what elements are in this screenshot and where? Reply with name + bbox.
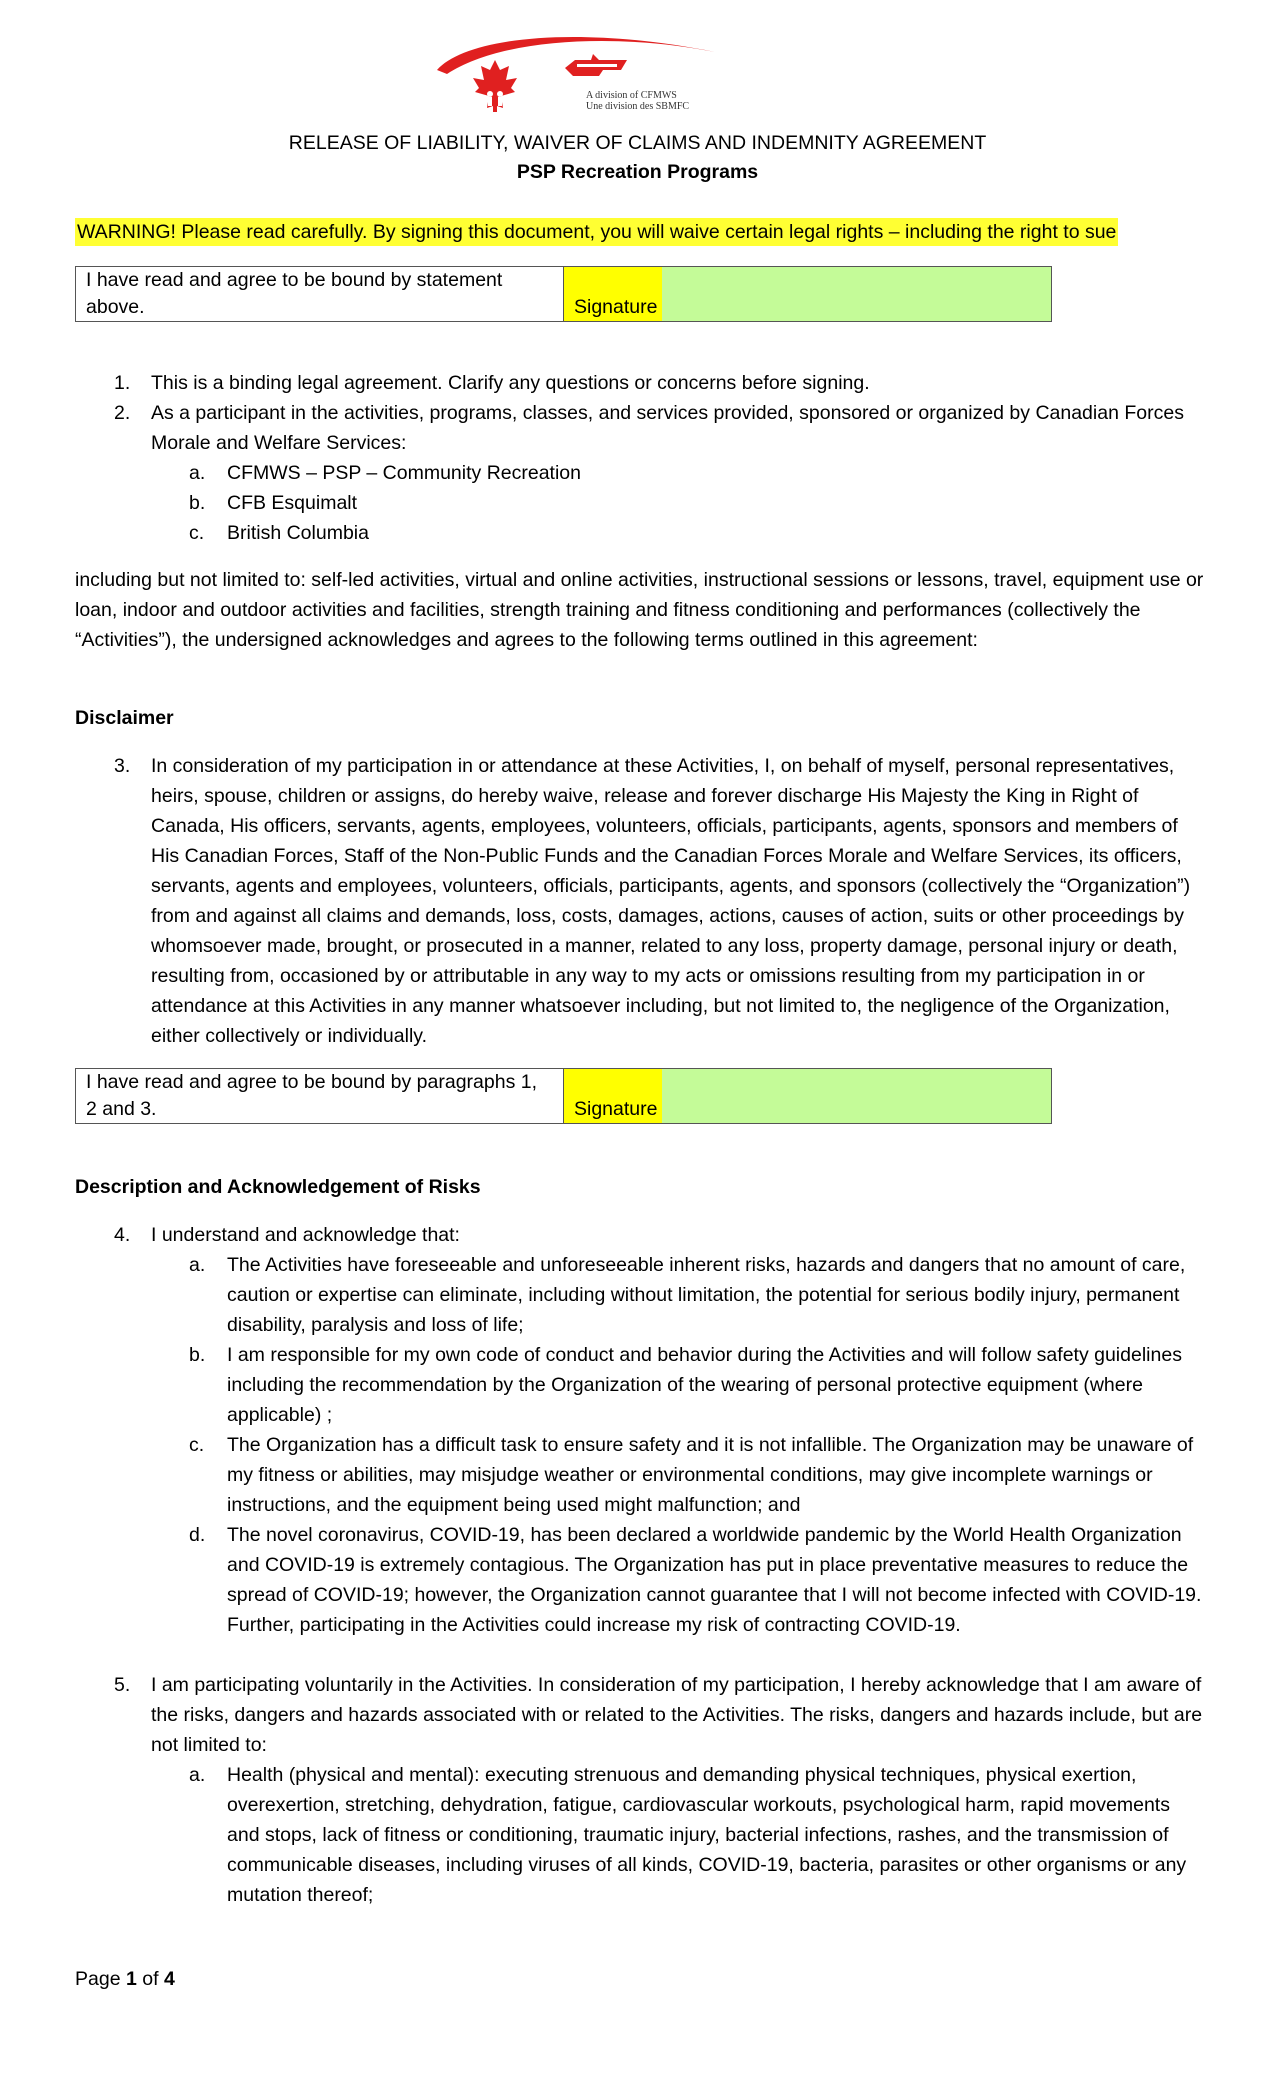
document-subtitle: PSP Recreation Programs [516,161,759,183]
current-page: 1 [125,1968,137,1990]
intro-list [75,368,1205,548]
logo-caption-en: A division of CFMWS [586,90,677,101]
item-text: I am responsible for my own code of conduct and behavior during the Activities and will follow safety guidelines including the recommendation by the Organization of the wearing of personal protective equipment (where applicable) ; [227,1344,1182,1426]
list-item [75,398,1205,458]
sub-list-item [75,1250,1205,1340]
item-letter: a. [189,462,206,484]
list-item [75,1220,1205,1250]
item-text: I am participating voluntarily in the Activities. In consideration of my participation, I hereby acknowledge that I am aware of the risks, dangers and hazards associated with or related to the Activities. The risks, dangers and hazards include, but are not limited to: [151,1674,1203,1756]
disclaimer-clause [75,751,1205,1051]
list-item [75,1670,1205,1760]
disclaimer-heading: Disclaimer [75,707,174,729]
sub-list-item [75,1340,1205,1430]
list-item [75,751,1205,1051]
sub-list-item [75,518,1205,548]
risks-heading: Description and Acknowledgement of Risks [75,1176,481,1198]
item-letter: a. [189,1254,206,1276]
item-text: As a participant in the activities, programs, classes, and services provided, sponsored or organized by Canadian Forces Morale and Welfare Services: [151,402,1184,454]
item-text: The novel coronavirus, COVID-19, has been declared a worldwide pandemic by the World Health Organization and COVID-19 is extremely contagious. The Organization has put in place preventative measures to reduce the spread of COVID-19; however, the Organization cannot guarantee that I will not become infected with COVID-19. Further, participating in the Activities could increase my risk of contracting COVID-19. [227,1524,1202,1636]
psp-emblem-icon [565,54,627,76]
page-number [75,1968,175,1991]
item-number: 3. [114,755,131,777]
item-letter: d. [189,1524,206,1546]
item-number: 5. [114,1674,131,1696]
sub-list-item [75,1430,1205,1520]
item-letter: b. [189,492,206,514]
signature-label [564,1069,662,1123]
warning-banner: WARNING! Please read carefully. By signing this document, you will waive certain legal rights – including the right to sue [75,218,1118,246]
signature-label [564,267,662,321]
item-letter: c. [189,522,205,544]
item-text: British Columbia [227,522,369,544]
sub-list-item [75,488,1205,518]
document-title: RELEASE OF LIABILITY, WAIVER OF CLAIMS AND INDEMNITY AGREEMENT [288,132,987,154]
item-number: 2. [114,402,131,424]
item-number: 4. [114,1224,131,1246]
signature-box-statement [75,266,1052,322]
page-of: of [136,1968,164,1990]
signature-statement: I have read and agree to be bound by paragraphs 1, 2 and 3. [76,1069,564,1123]
list-item [75,368,1205,398]
item-text: Health (physical and mental): executing strenuous and demanding physical techniques, physical exertion, overexertion, stretching, dehydration, fatigue, cardiovascular workouts, psychological harm, rapid movements and stops, lack of fitness or conditioning, traumatic injury, bacterial infections, rashes, and the transmission of communicable diseases, including viruses of all kinds, COVID-19, bacteria, parasites or other organisms or any mutation thereof; [227,1764,1187,1906]
sub-list-item [75,1520,1205,1640]
item-letter: c. [189,1434,205,1456]
signature-label-text: Signature [574,1098,658,1120]
item-letter: a. [189,1764,206,1786]
logo-caption-fr: Une division des SBMFC [586,101,690,112]
signature-box-paragraphs [75,1068,1052,1124]
logo-caption [586,90,689,112]
item-text: CFB Esquimalt [227,492,358,514]
item-text: The Organization has a difficult task to ensure safety and it is not infallible. The Organization may be unaware of my fitness or abilities, may misjudge weather or environmental conditions, may give incomplete warnings or instructions, and the equipment being used might malfunction; and [227,1434,1194,1516]
signature-field[interactable] [662,267,1051,321]
item-letter: b. [189,1344,206,1366]
page-prefix: Page [75,1968,126,1990]
item-text: The Activities have foreseeable and unforeseeable inherent risks, hazards and dangers that no amount of care, caution or expertise can eliminate, including without limitation, the potential for serious bodily injury, permanent disability, paralysis and loss of life; [227,1254,1186,1336]
total-pages: 4 [163,1968,175,1990]
item-text: I understand and acknowledge that: [151,1224,460,1246]
sub-list-item [75,1760,1205,1910]
risks-list [75,1220,1205,1910]
sub-list-item [75,458,1205,488]
signature-field[interactable] [662,1069,1051,1123]
activities-paragraph: including but not limited to: self-led activities, virtual and online activities, instructional sessions or lessons, travel, equipment use or loan, indoor and outdoor activities and facilities, strength training and fitness conditioning and performances (collectively the “Activities”), the undersigned acknowledges and agrees to the following terms outlined in this agreement: [75,569,1204,651]
signature-label-text: Signature [574,296,658,318]
spacer [75,1640,1205,1670]
item-number: 1. [114,372,131,394]
item-text: CFMWS – PSP – Community Recreation [227,462,581,484]
item-text: This is a binding legal agreement. Clarify any questions or concerns before signing. [151,372,870,394]
item-text: In consideration of my participation in or attendance at these Activities, I, on behalf of myself, personal representatives, heirs, spouse, children or assigns, do hereby waive, release and forever discharge His Majesty the King in Right of Canada, His officers, servants, agents, employees, volunteers, officials, participants, agents, sponsors and members of His Canadian Forces, Staff of the Non-Public Funds and the Canadian Forces Morale and Welfare Services, its officers, servants, agents and employees, volunteers, officials, participants, agents, and sponsors (collectively the “Organization”) from and against all claims and demands, loss, costs, damages, actions, causes of action, suits or other proceedings by whomsoever made, brought, or prosecuted in a manner, related to any loss, property damage, personal injury or death, resulting from, occasioned by or attributable in any way to my acts or omissions resulting from my participation in or attendance at this Activities in any manner whatsoever including, but not limited to, the negligence of the Organization, either collectively or individually. [151,755,1191,1047]
signature-statement: I have read and agree to be bound by statement above. [76,267,564,321]
maple-leaf-icon [473,60,517,112]
